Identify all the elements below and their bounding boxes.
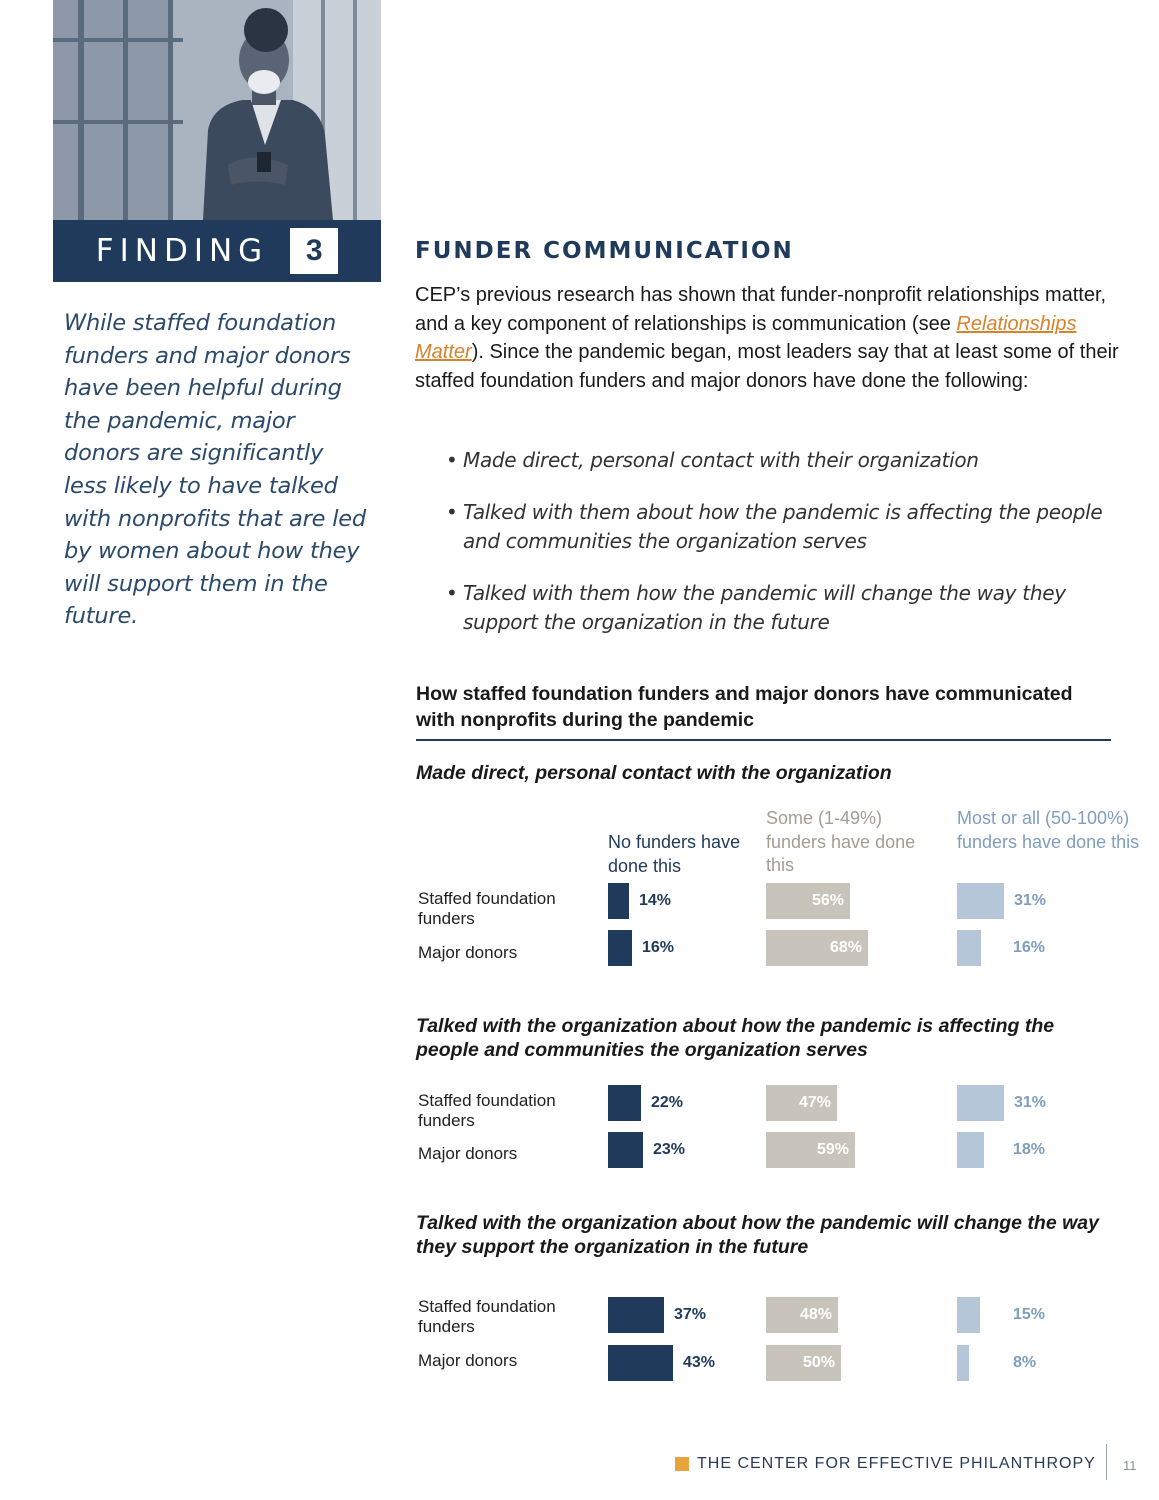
no-funders-bar [608,883,629,919]
most-funders-value-label: 31% [1014,892,1047,909]
intro-text-end: ). Since the pandemic began, most leaders say that at least some of their staffed foundation funders and major donors have done the following: [415,341,1119,393]
no-funders-bar [608,1132,643,1168]
no-funders-bar [608,1297,664,1333]
most-funders-value-label: 16% [1013,939,1046,956]
finding-number: 3 [290,228,338,274]
column-header: No funders have done this [608,832,741,876]
most-funders-value-label: 15% [1013,1306,1046,1323]
row-label: Staffed foundation funders [418,1297,556,1336]
most-funders-bar [957,1345,969,1381]
no-funders-value-label: 43% [683,1354,716,1371]
no-funders-bar [608,1345,673,1381]
sidebar-quote: While staffed foundation funders and major donors have been helpful during the pandemic, major donors are significantly less likely to have talked with nonprofits that are led by women about how they will support them in the future. [64,310,366,630]
no-funders-value-label: 23% [653,1141,686,1158]
some-funders-value-label: 68% [829,939,862,956]
bullet-item: • Talked with them about how the pandemic is affecting the people and communities the organization serves [446,498,1126,557]
group-title: Talked with the organization about how the pandemic will change the way they support the organization in the future [416,1212,1099,1258]
relationships-matter-link[interactable]: Relationships Matter [415,312,1077,364]
most-funders-bar [957,883,1004,919]
row-label: Staffed foundation funders [418,1091,556,1130]
some-funders-value-label: 50% [802,1354,835,1371]
column-header: Most or all (50-100%) funders have done this [957,808,1140,852]
no-funders-bar [608,1085,641,1121]
no-funders-bar [608,930,632,966]
most-funders-bar [957,1297,980,1333]
section-title: FUNDER COMMUNICATION [415,238,794,264]
row-label: Major donors [418,1144,518,1163]
intro-paragraph [415,281,1125,396]
some-funders-value-label: 59% [816,1141,849,1158]
page-number: 11 [1123,1458,1137,1473]
some-funders-value-label: 48% [799,1306,832,1323]
no-funders-value-label: 16% [642,939,675,956]
bullet-item: • Talked with them how the pandemic will change the way they support the organization in the future [446,579,1126,638]
no-funders-value-label: 14% [639,892,672,909]
footer-divider [1106,1444,1107,1480]
no-funders-value-label: 37% [674,1306,707,1323]
chart-title: How staffed foundation funders and major donors have communicated with nonprofits during the pandemic [416,681,1111,741]
footer-logo-square [675,1457,689,1471]
most-funders-bar [957,1085,1004,1121]
bullet-item: • Made direct, personal contact with their organization [446,446,1126,476]
row-label: Major donors [418,1351,518,1370]
group-title: Talked with the organization about how the pandemic is affecting the people and communities the organization serves [416,1015,1055,1061]
footer-org-name: THE CENTER FOR EFFECTIVE PHILANTHROPY [697,1455,1096,1472]
row-label: Major donors [418,943,518,962]
group-title: Made direct, personal contact with the organization [416,762,892,784]
footer [675,1455,1096,1473]
finding-label: FINDING [95,233,269,269]
row-label: Staffed foundation funders [418,889,556,928]
bullet-list [446,446,1126,660]
some-funders-value-label: 56% [811,892,844,909]
intro-text-start: CEP’s previous research has shown that funder-nonprofit relationships matter, and a key component of relationships is communication (see [415,284,1107,335]
no-funders-value-label: 22% [651,1094,684,1111]
most-funders-value-label: 18% [1013,1141,1046,1158]
most-funders-value-label: 8% [1013,1354,1037,1371]
some-funders-value-label: 47% [798,1094,831,1111]
cover-photo [53,0,381,220]
most-funders-value-label: 31% [1014,1094,1047,1111]
most-funders-bar [957,1132,984,1168]
most-funders-bar [957,930,981,966]
column-header: Some (1-49%) funders have done this [766,808,916,875]
finding-banner [53,220,381,282]
